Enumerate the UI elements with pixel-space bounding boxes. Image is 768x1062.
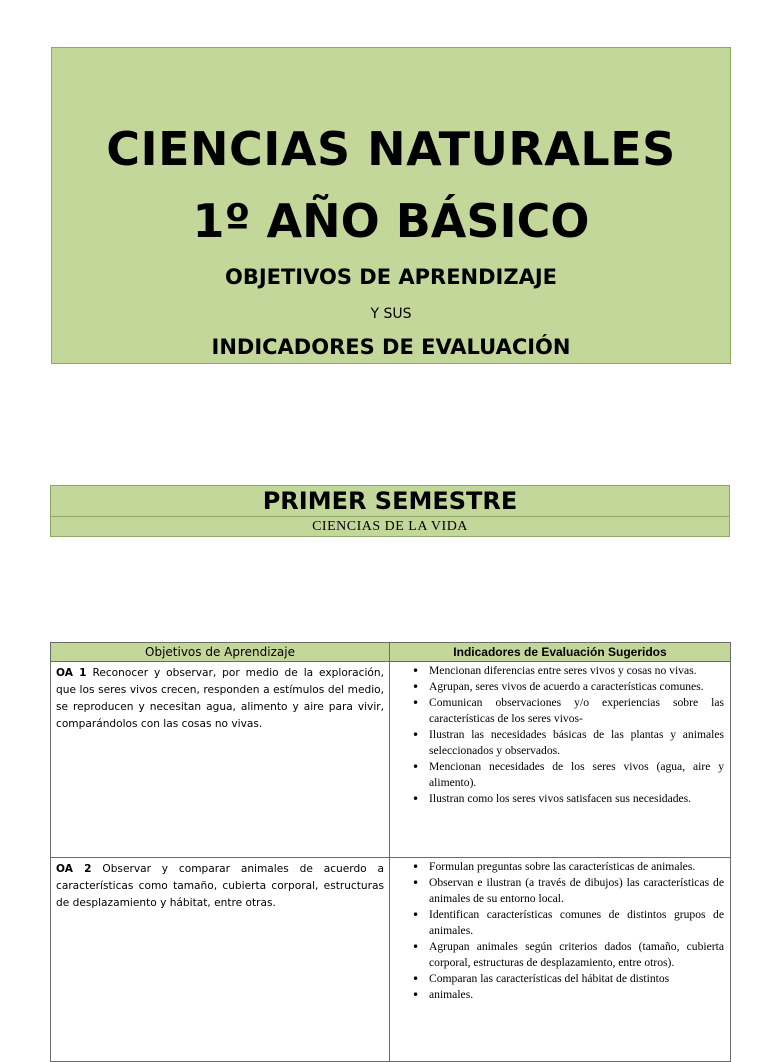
objective-text: Reconocer y observar, por medio de la exploración, que los seres vivos crecen, responden a estímulos del medio, se reproducen y necesitan agua, alimento y aire para vivir, comparándolos con las cosas no vivas.: [56, 667, 384, 730]
table-row: [51, 662, 731, 858]
objective-cell: [51, 662, 390, 858]
indicator-list: [390, 662, 730, 807]
indicator-item: • Mencionan diferencias entre seres vivos y cosas no vivas.: [429, 663, 724, 679]
semester-subtitle: CIENCIAS DE LA VIDA: [312, 519, 468, 534]
indicator-item: • Ilustran las necesidades básicas de las plantas y animales seleccionados y observados.: [429, 727, 724, 759]
grade-title: 1º AÑO BÁSICO: [192, 194, 590, 248]
subtitle-connector: Y SUS: [370, 306, 412, 322]
objective-text: Observar y comparar animales de acuerdo a características como tamaño, cubierta corporal, estructuras de desplazamiento y hábitat, entre otras.: [56, 863, 385, 909]
indicator-item: • Ilustran como los seres vivos satisfacen sus necesidades.: [429, 791, 724, 807]
indicator-item: • Observan e ilustran (a través de dibujos) las características de animales de su entorno local.: [429, 875, 724, 907]
indicator-item: • Formulan preguntas sobre las características de animales.: [429, 859, 724, 875]
indicators-cell: [390, 662, 731, 858]
header-indicators: Indicadores de Evaluación Sugeridos: [390, 643, 731, 662]
objective-cell: [51, 858, 390, 1062]
subtitle-indicators: INDICADORES DE EVALUACIÓN: [211, 335, 571, 359]
indicator-item: • Identifican características comunes de distintos grupos de animales.: [429, 907, 724, 939]
document-title: CIENCIAS NATURALES: [106, 122, 676, 176]
header-objectives: Objetivos de Aprendizaje: [51, 643, 390, 662]
indicator-item: • Comparan las características del hábitat de distintos: [429, 971, 724, 987]
table-header-row: [51, 643, 731, 662]
table-row: [51, 858, 731, 1062]
indicator-item: • Comunican observaciones y/o experiencias sobre las características de los seres vivos-: [429, 695, 724, 727]
indicator-item: • Mencionan necesidades de los seres vivos (agua, aire y alimento).: [429, 759, 724, 791]
subtitle-objectives: OBJETIVOS DE APRENDIZAJE: [224, 265, 558, 289]
indicators-cell: [390, 858, 731, 1062]
indicator-list: [390, 858, 730, 1003]
objective-code: OA 2: [56, 863, 92, 875]
objectives-table: [50, 642, 731, 1062]
indicator-item: • animales.: [429, 987, 724, 1003]
objective-code: OA 1: [56, 667, 87, 679]
title-box: [51, 47, 731, 364]
indicator-item: • Agrupan animales según criterios dados (tamaño, cubierta corporal, estructuras de desplazamiento, entre otros).: [429, 939, 724, 971]
semester-title: PRIMER SEMESTRE: [51, 486, 729, 517]
indicator-item: • Agrupan, seres vivos de acuerdo a características comunes.: [429, 679, 724, 695]
semester-box: [50, 485, 730, 537]
